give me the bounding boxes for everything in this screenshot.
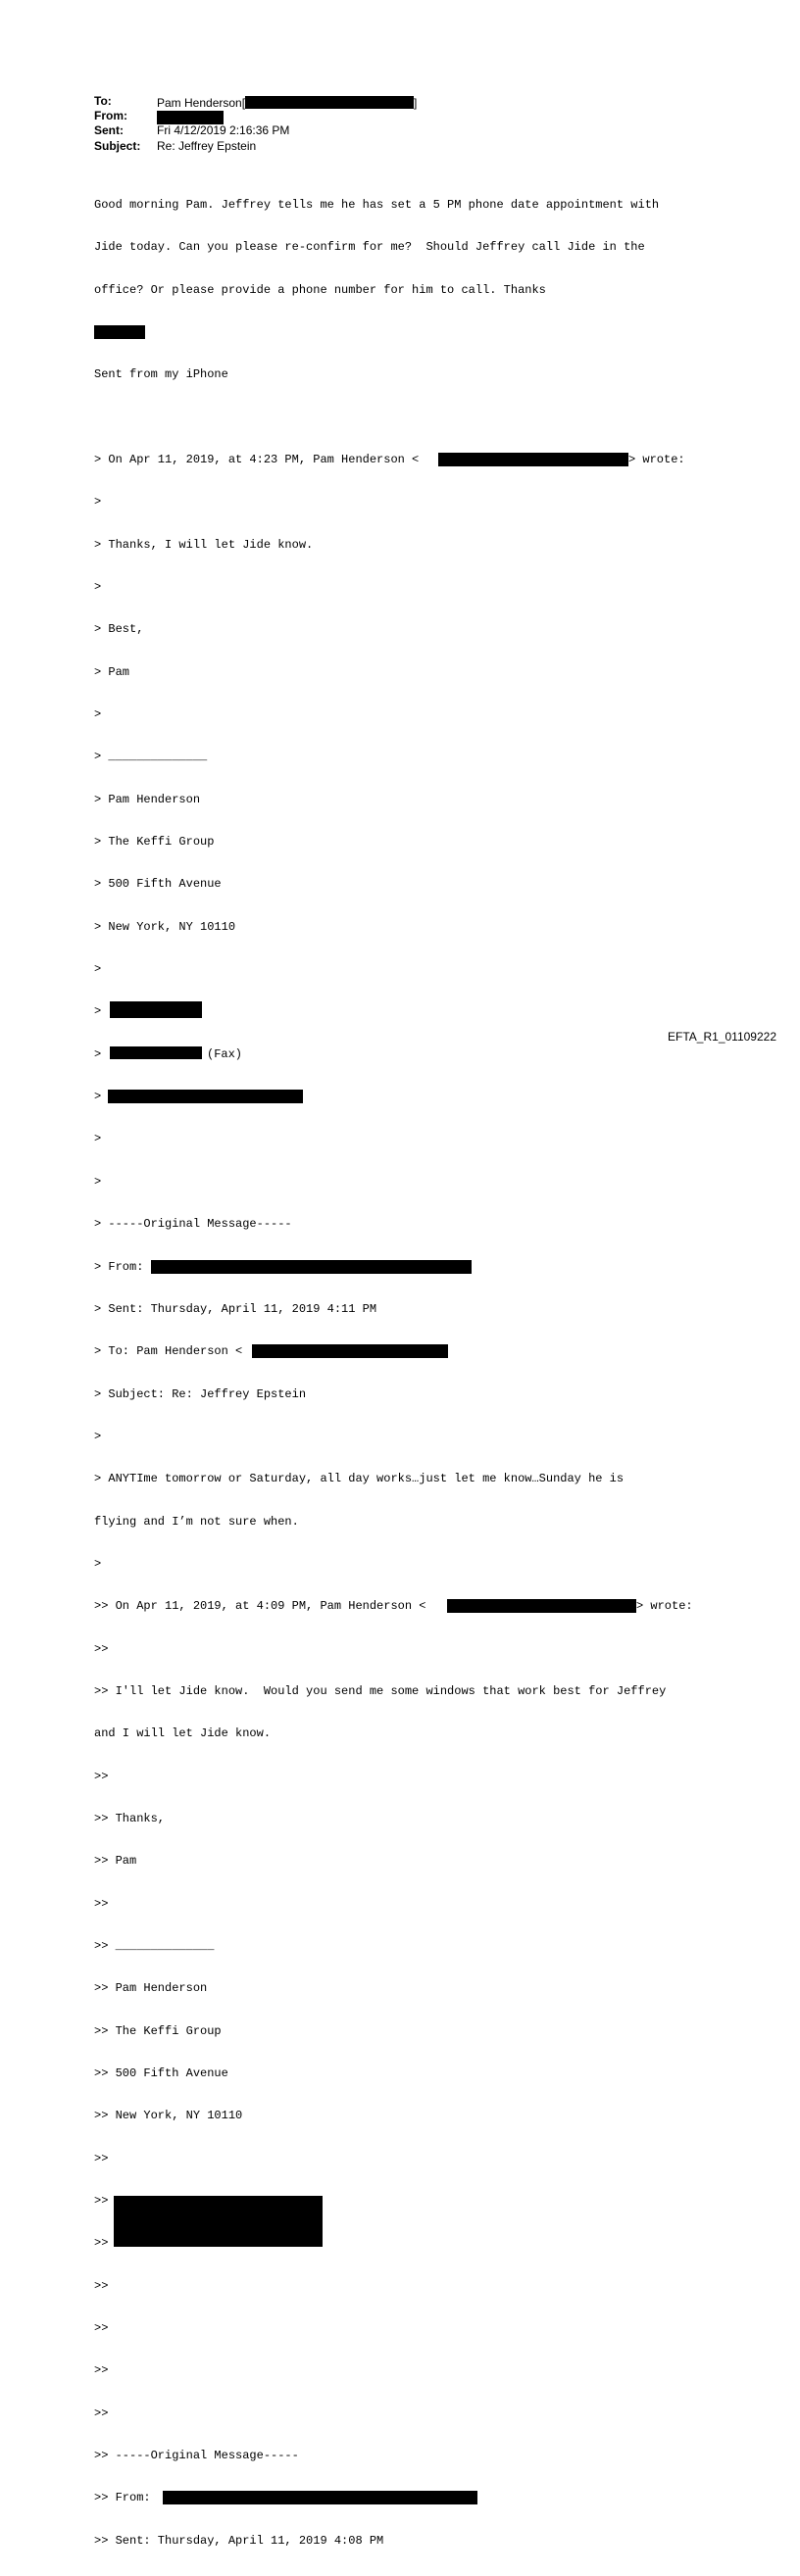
quote-line: > New York, NY 10110	[94, 919, 236, 934]
quote-from-label: > From:	[94, 1259, 144, 1274]
quote-marker: >	[94, 1090, 102, 1104]
quote-line: >> 500 Fifth Avenue	[94, 2066, 228, 2081]
subject-value: Re: Jeffrey Epstein	[157, 139, 257, 153]
redaction-block	[447, 1599, 636, 1613]
quote-line: >>	[94, 2321, 109, 2336]
quote-from-line	[94, 2491, 722, 2504]
quote-line	[94, 1004, 722, 1018]
quote-line: >> Thanks,	[94, 1811, 166, 1825]
quote-line: > Best,	[94, 622, 144, 637]
email-body	[94, 170, 722, 2576]
quote-header-line	[94, 1599, 722, 1613]
quote-line: >> I'll let Jide know. Would you send me some windows that work best for Jeffrey	[94, 1683, 667, 1698]
redaction-block	[163, 2491, 477, 2504]
quote-to-line	[94, 1344, 722, 1358]
quote-line: > Sent: Thursday, April 11, 2019 4:11 PM	[94, 1301, 377, 1316]
quote-line: >> Pam Henderson	[94, 1981, 208, 1996]
quote-line: > Subject: Re: Jeffrey Epstein	[94, 1386, 307, 1401]
quote-to-label: > To: Pam Henderson <	[94, 1344, 243, 1359]
quote-from-line	[94, 1260, 722, 1274]
redaction-block	[110, 1046, 202, 1059]
quote-line: >> -----Original Message-----	[94, 2449, 299, 2463]
quote-header-text: > On Apr 11, 2019, at 4:23 PM, Pam Henderson <	[94, 452, 420, 466]
to-bracket: ]	[414, 96, 418, 110]
redaction-block	[108, 1090, 303, 1103]
redaction-block	[110, 1001, 202, 1018]
quote-line: > The Keffi Group	[94, 835, 215, 850]
quote-marker: >	[94, 1046, 102, 1061]
quote-line: >>	[94, 2278, 109, 2293]
body-line: Sent from my iPhone	[94, 367, 228, 382]
quote-line: >> ______________	[94, 1939, 215, 1953]
quote-line: >	[94, 962, 102, 977]
from-label: From:	[94, 109, 127, 122]
sent-value: Fri 4/12/2019 2:16:36 PM	[157, 123, 290, 137]
quote-line: > -----Original Message-----	[94, 1217, 292, 1232]
quote-line: >	[94, 1429, 102, 1443]
quote-header-text: >> On Apr 11, 2019, at 4:09 PM, Pam Henderson <	[94, 1599, 426, 1614]
redaction-block	[252, 1344, 448, 1358]
body-line: and I will let Jide know.	[94, 1726, 272, 1741]
subject-label: Subject:	[94, 139, 141, 153]
quote-line: >	[94, 580, 102, 594]
redaction-block	[438, 453, 628, 466]
quote-line: > ANYTIme tomorrow or Saturday, all day works…just let me know…Sunday he is	[94, 1472, 625, 1486]
quote-line: >>	[94, 1769, 109, 1783]
quote-line: >	[94, 495, 102, 510]
quote-header-end: > wrote:	[628, 452, 685, 466]
body-line: flying and I’m not sure when.	[94, 1514, 299, 1529]
to-label: To:	[94, 94, 112, 108]
redaction-block	[94, 325, 145, 339]
quote-line: >>	[94, 2406, 109, 2420]
quote-line: >> Pam	[94, 1854, 137, 1869]
redaction-block	[157, 111, 224, 124]
quote-header-end: > wrote:	[636, 1599, 693, 1614]
quote-line: >	[94, 707, 102, 722]
to-value	[157, 94, 417, 110]
quote-line: > ______________	[94, 750, 208, 764]
body-line: Jide today. Can you please re-confirm for me? Should Jeffrey call Jide in the	[94, 240, 645, 255]
signature-redaction-line	[94, 325, 722, 339]
quote-marker: >	[94, 1004, 102, 1019]
quote-line: > Pam Henderson	[94, 792, 201, 806]
quote-line: >>	[94, 1896, 109, 1911]
quote-line: >>	[94, 2236, 109, 2251]
quote-fax-line	[94, 1047, 722, 1061]
quote-from-label: >> From:	[94, 2491, 151, 2505]
body-line: office? Or please provide a phone number for him to call. Thanks	[94, 282, 546, 297]
blank-line	[94, 411, 722, 424]
quote-line: > Thanks, I will let Jide know.	[94, 537, 314, 552]
quote-line: >	[94, 1174, 102, 1189]
quote-line: >>	[94, 2151, 109, 2165]
quote-marker: >>	[94, 2194, 109, 2209]
quote-line	[94, 2194, 722, 2208]
quote-line: > 500 Fifth Avenue	[94, 877, 222, 892]
quote-line: >	[94, 1132, 102, 1146]
quote-line: >> New York, NY 10110	[94, 2109, 243, 2123]
quote-line: >>	[94, 2363, 109, 2378]
quote-header-line	[94, 453, 722, 466]
body-line: Good morning Pam. Jeffrey tells me he has set a 5 PM phone date appointment with	[94, 197, 660, 212]
quote-line: >	[94, 1556, 102, 1571]
to-name: Pam Henderson[	[157, 96, 246, 110]
redaction-block	[151, 1260, 472, 1274]
quote-line: >> Sent: Thursday, April 11, 2019 4:08 PM	[94, 2533, 384, 2548]
redaction-block	[245, 96, 414, 109]
sent-label: Sent:	[94, 123, 124, 137]
fax-label: (Fax)	[207, 1046, 243, 1061]
quote-line: >>	[94, 1641, 109, 1656]
quote-line: > Pam	[94, 664, 130, 679]
document-id: EFTA_R1_01109222	[668, 1030, 776, 1044]
quote-line: >> The Keffi Group	[94, 2023, 222, 2038]
quote-line	[94, 1090, 722, 1103]
